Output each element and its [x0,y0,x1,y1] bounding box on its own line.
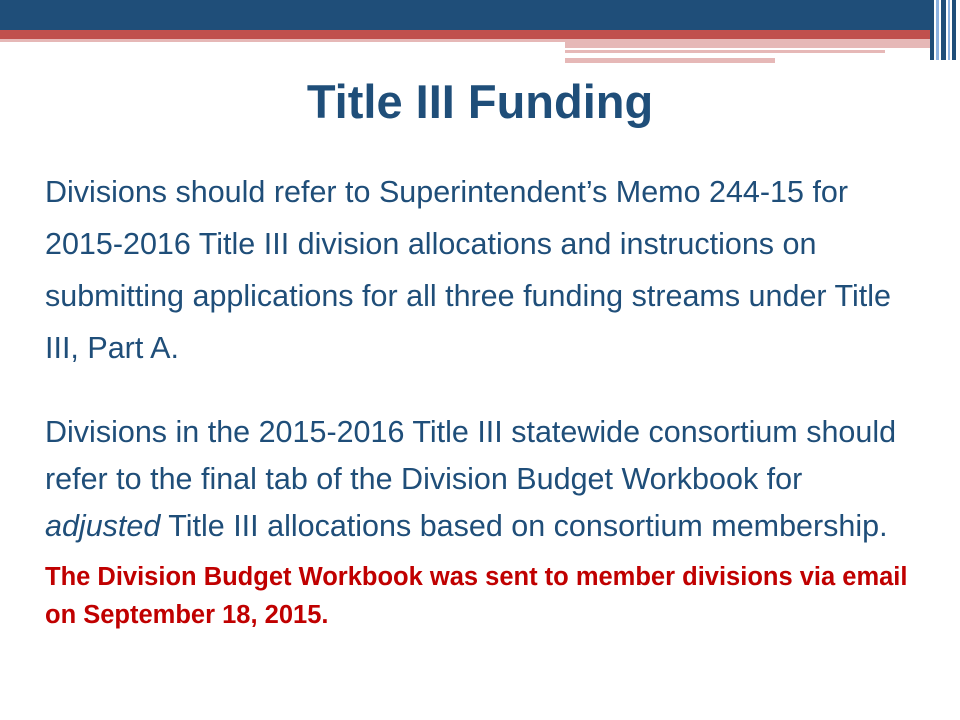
paragraph-consortium-end: Title III allocations based on consortium membership. [160,509,888,543]
header-vertical-stripe [952,0,956,60]
slide-body [45,166,925,634]
header-vertical-stripe [930,0,934,60]
header-blue-band [0,0,930,30]
paragraph-consortium-start: Divisions in the 2015-2016 Title III statewide consortium should refer to the final tab of the Division Budget Workbook for [45,415,897,496]
header-vertical-stripe [941,0,946,60]
slide-title: Title III Funding [306,75,654,128]
header-vertical-stripe [948,0,950,60]
paragraph-memo: Divisions should refer to Superintendent’s Memo 244-15 for 2015-2016 Title III division allocations and instructions on submitting applications for all three funding streams under Title III, Part A. [45,175,891,365]
header-pink-band-accent [565,58,775,63]
header-vertical-stripe [936,0,939,60]
header-red-band [0,30,930,39]
workbook-note: The Division Budget Workbook was sent to member divisions via email on September 18, 2015. [45,563,908,629]
paragraph-consortium-emphasis: adjusted [45,509,161,543]
paragraph-consortium [45,409,925,550]
header-pink-band-accent [565,50,885,53]
header-pink-band-accent [565,42,930,48]
